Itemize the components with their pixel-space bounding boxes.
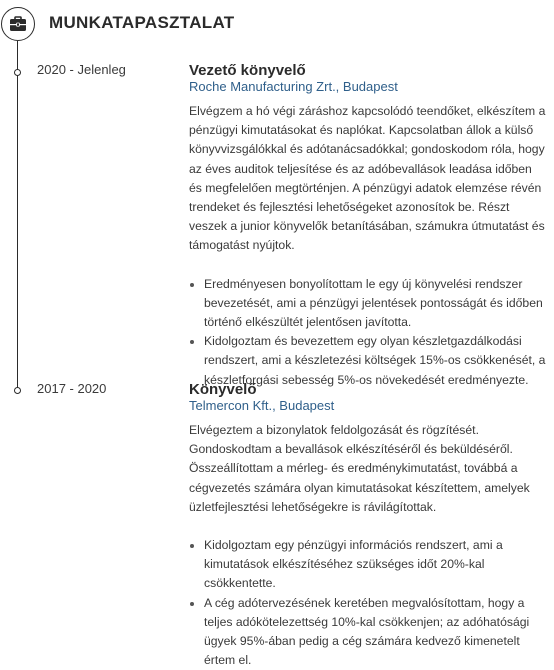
achievement-item: A cég adótervezésének keretében megvalósítottam, hogy a teljes adókötelezettség 10%-kal csökkenjen; az adóhatósági ügyek 95%-ában pedig a cég számára kedvező kimenetelt értem el. xyxy=(189,594,547,670)
achievement-list xyxy=(189,536,547,670)
job-title: Könyvelő xyxy=(189,381,257,398)
job-title: Vezető könyvelő xyxy=(189,62,306,79)
company-name: Roche Manufacturing Zrt., Budapest xyxy=(189,79,398,94)
section-icon-badge xyxy=(1,7,35,41)
achievement-list xyxy=(189,275,547,390)
section-title: MUNKATAPASZTALAT xyxy=(49,13,235,32)
entry-content xyxy=(189,62,547,390)
briefcase-icon xyxy=(9,16,27,32)
entry-content xyxy=(189,381,547,670)
timeline-line xyxy=(17,41,18,391)
job-description: Elvégeztem a bizonylatok feldolgozását és rögzítését. Gondoskodtam a bevallások elkészítéséről és beküldéséről. Összeállítottam a mérleg- és eredménykimutatást, továbbá a cégvezetés számára olyan kimutatásokat készítettem, amelyek üzletfejlesztési lehetőségekre is rávilágítottak. xyxy=(189,423,530,514)
timeline-dot xyxy=(14,387,21,394)
achievement-item: Kidolgoztam és bevezettem egy olyan készletgazdálkodási rendszert, ami a készletezési költségek 15%-os csökkenését, a készletforgási sebesség 5%-os növekedését eredményezte. xyxy=(189,332,547,390)
timeline-dot xyxy=(14,69,21,76)
achievement-item: Kidolgoztam egy pénzügyi információs rendszert, ami a kimutatások elkészítéséhez szükséges időt 20%-kal csökkentette. xyxy=(189,536,547,594)
entry-date: 2020 - Jelenleg xyxy=(37,62,126,77)
section-header xyxy=(0,0,554,46)
company-name: Telmercon Kft., Budapest xyxy=(189,398,335,413)
achievement-item: Eredményesen bonyolítottam le egy új könyvelési rendszer bevezetését, ami a pénzügyi jelentések pontosságát és időben történő elkészültét jelentősen javította. xyxy=(189,275,547,333)
entry-date: 2017 - 2020 xyxy=(37,381,107,396)
job-description: Elvégzem a hó végi záráshoz kapcsolódó teendőket, elkészítem a pénzügyi kimutatásokat és naplókat. Kapcsolatban állok a külső könyvvizsgálókkal és adótanácsadókkal; gondoskodom róla, hogy az éves auditok teljesítése és az adóbevallások leadása időben és megfelelően megtörténjen. A pénzügyi adatok elemzése révén trendeket és fejlesztési lehetőségeket azonosítok be. Részt veszek a junior könyvelők betanításában, számukra útmutatást és támogatást nyújtok. xyxy=(189,104,546,253)
